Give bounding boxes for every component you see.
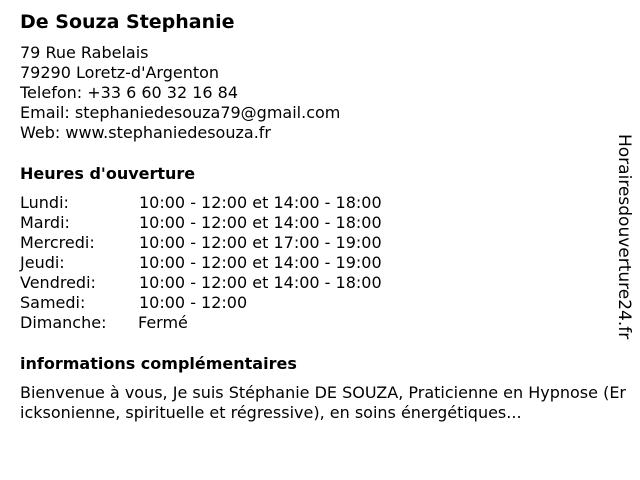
opening-hours-table (20, 193, 620, 333)
hours-row-mardi (20, 213, 620, 233)
day-label: Vendredi: (20, 273, 96, 292)
business-name: De Souza Stephanie (20, 11, 235, 33)
email-address: Email: stephaniedesouza79@gmail.com (20, 103, 341, 122)
time-range: Fermé (138, 313, 188, 332)
street-address: 79 Rue Rabelais (20, 43, 149, 62)
site-brand-vertical: Horairesdouverture24.fr (614, 134, 634, 340)
day-label: Lundi: (20, 193, 69, 212)
day-label: Jeudi: (20, 253, 65, 272)
hours-row-vendredi (20, 273, 620, 293)
time-range: 10:00 - 12:00 (139, 293, 248, 312)
contact-block (20, 43, 620, 143)
day-label: Dimanche: (20, 313, 107, 332)
hours-row-jeudi (20, 253, 620, 273)
phone-number: Telefon: +33 6 60 32 16 84 (20, 83, 239, 102)
time-range: 10:00 - 12:00 et 14:00 - 18:00 (139, 213, 382, 232)
time-range: 10:00 - 12:00 et 14:00 - 19:00 (139, 253, 382, 272)
additional-info-text: Bienvenue à vous, Je suis Stéphanie DE SOUZA, Praticienne en Hypnose (Ericksonienne, spirituelle et régressive), en soins énergétiques... (20, 383, 626, 422)
day-label: Samedi: (20, 293, 86, 312)
day-label: Mardi: (20, 213, 70, 232)
hours-row-lundi (20, 193, 620, 213)
day-label: Mercredi: (20, 233, 95, 252)
time-range: 10:00 - 12:00 et 14:00 - 18:00 (139, 273, 382, 292)
hours-row-samedi (20, 293, 620, 313)
hours-row-mercredi (20, 233, 620, 253)
time-range: 10:00 - 12:00 et 14:00 - 18:00 (139, 193, 382, 212)
city-address: 79290 Loretz-d'Argenton (20, 63, 220, 82)
time-range: 10:00 - 12:00 et 17:00 - 19:00 (139, 233, 382, 252)
additional-info-heading: informations complémentaires (20, 354, 297, 373)
opening-hours-heading: Heures d'ouverture (20, 164, 196, 183)
website-url: Web: www.stephaniedesouza.fr (20, 123, 271, 142)
hours-row-dimanche (20, 313, 620, 333)
